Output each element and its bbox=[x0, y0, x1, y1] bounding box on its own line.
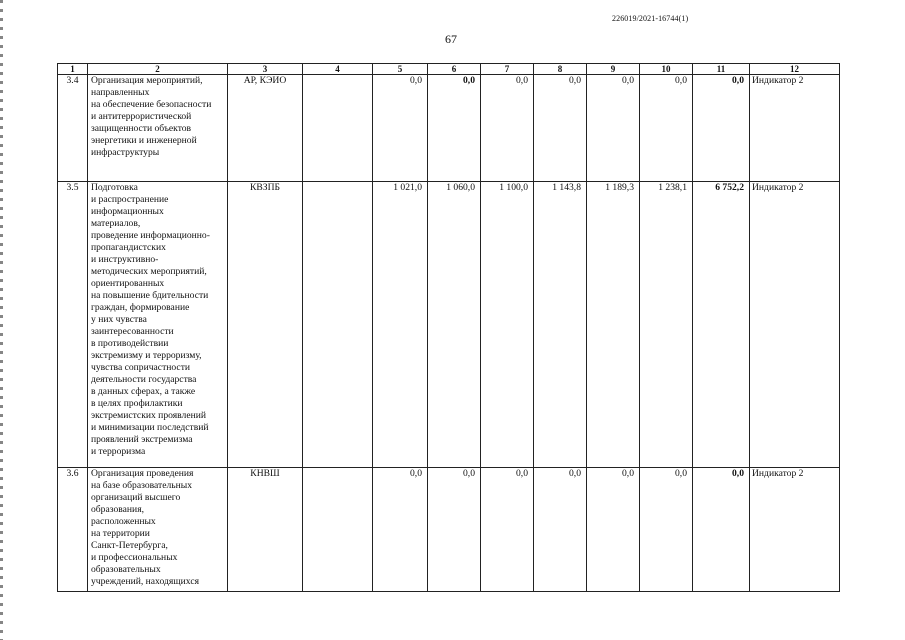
column-header: 3 bbox=[228, 64, 303, 75]
executor: АР, КЭИО bbox=[228, 75, 303, 182]
indicator: Индикатор 2 bbox=[750, 182, 840, 468]
table-header-row bbox=[58, 64, 840, 75]
column-header: 8 bbox=[534, 64, 587, 75]
column-header: 11 bbox=[693, 64, 750, 75]
table-row bbox=[58, 182, 840, 468]
total-value: 0,0 bbox=[693, 468, 750, 592]
column-header: 2 bbox=[88, 64, 228, 75]
column-header: 5 bbox=[373, 64, 428, 75]
row-number: 3.6 bbox=[58, 468, 88, 592]
table-row bbox=[58, 75, 840, 182]
value-col-9: 0,0 bbox=[587, 75, 640, 182]
value-col-7: 0,0 bbox=[481, 468, 534, 592]
page-number: 67 bbox=[445, 32, 457, 46]
row-number: 3.5 bbox=[58, 182, 88, 468]
column-header: 4 bbox=[303, 64, 373, 75]
row-number: 3.4 bbox=[58, 75, 88, 182]
executor: КНВШ bbox=[228, 468, 303, 592]
value-col-8: 0,0 bbox=[534, 75, 587, 182]
column-header: 7 bbox=[481, 64, 534, 75]
column-header: 6 bbox=[428, 64, 481, 75]
column-header: 1 bbox=[58, 64, 88, 75]
activity-name: Организация мероприятий, направленных на обеспечение безопасности и антитеррористической защищенности объектов энергетики и инженерной инфраструктуры bbox=[88, 75, 228, 182]
total-value: 0,0 bbox=[693, 75, 750, 182]
indicator: Индикатор 2 bbox=[750, 468, 840, 592]
column-4-cell bbox=[303, 75, 373, 182]
value-col-8: 0,0 bbox=[534, 468, 587, 592]
document-id: 226019/2021-16744(1) bbox=[612, 14, 689, 23]
total-value: 6 752,2 bbox=[693, 182, 750, 468]
column-header: 12 bbox=[750, 64, 840, 75]
value-col-6: 0,0 bbox=[428, 468, 481, 592]
column-header: 10 bbox=[640, 64, 693, 75]
table-row bbox=[58, 468, 840, 592]
value-col-9: 1 189,3 bbox=[587, 182, 640, 468]
value-col-6: 1 060,0 bbox=[428, 182, 481, 468]
scan-edge bbox=[0, 0, 3, 640]
value-col-7: 1 100,0 bbox=[481, 182, 534, 468]
activity-name: Подготовка и распространение информационных материалов, проведение информационно- пропагандистских и инструктивно- методических мероприятий, ориентированных на повышение бдительности граждан, формирование у них чувства заинтересованности в противодействии экстремизму и терроризму, чувства сопричастности деятельности государства в данных сферах, а также в целях профилактики экстремистских проявлений и минимизации последствий проявлений экстремизма и терроризма bbox=[88, 182, 228, 468]
executor: КВЗПБ bbox=[228, 182, 303, 468]
value-col-10: 0,0 bbox=[640, 468, 693, 592]
value-col-6: 0,0 bbox=[428, 75, 481, 182]
value-col-10: 0,0 bbox=[640, 75, 693, 182]
indicator: Индикатор 2 bbox=[750, 75, 840, 182]
value-col-5: 0,0 bbox=[373, 75, 428, 182]
value-col-5: 1 021,0 bbox=[373, 182, 428, 468]
value-col-9: 0,0 bbox=[587, 468, 640, 592]
value-col-5: 0,0 bbox=[373, 468, 428, 592]
value-col-7: 0,0 bbox=[481, 75, 534, 182]
column-4-cell bbox=[303, 182, 373, 468]
value-col-8: 1 143,8 bbox=[534, 182, 587, 468]
program-table bbox=[57, 63, 840, 592]
activity-name: Организация проведения на базе образовательных организаций высшего образования, расположенных на территории Санкт-Петербурга, и профессиональных образовательных учреждений, находящихся bbox=[88, 468, 228, 592]
column-4-cell bbox=[303, 468, 373, 592]
column-header: 9 bbox=[587, 64, 640, 75]
value-col-10: 1 238,1 bbox=[640, 182, 693, 468]
